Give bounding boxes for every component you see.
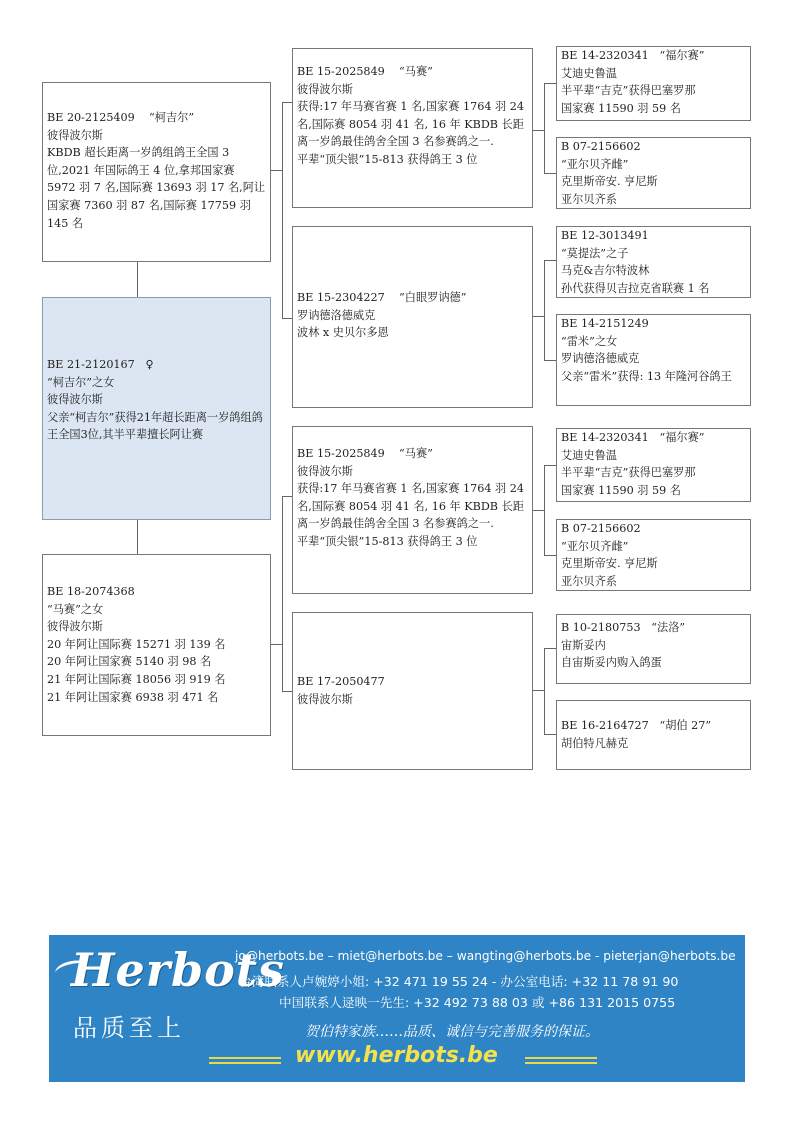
dam-line: 21 年阿让国家赛 6938 羽 471 名 bbox=[47, 690, 219, 704]
connector bbox=[282, 496, 292, 497]
connector bbox=[282, 102, 283, 318]
contact-china: 中国联系人逯映一先生: +32 492 73 88 03 或 +86 131 2015 0755 bbox=[279, 995, 676, 1010]
ggp-line: 半平辈“吉克”获得巴塞罗那 bbox=[561, 84, 696, 98]
ggp-card-1 bbox=[556, 46, 751, 121]
dam-card bbox=[42, 554, 271, 736]
ggp-line: 宙斯妥内 bbox=[561, 638, 606, 652]
connector bbox=[137, 262, 138, 297]
dam-line: 20 年阿让国际赛 15271 羽 139 名 bbox=[47, 637, 226, 651]
gp-ring-line: BE 15-2025849 “马赛” bbox=[297, 447, 433, 460]
connector bbox=[544, 648, 556, 649]
ggp-line: 父亲“雷米”获得: 13 年隆河谷鸽王 bbox=[561, 369, 732, 383]
connector bbox=[532, 130, 544, 131]
ggp-ring: BE 12-3013491 bbox=[561, 229, 649, 242]
grandsire-paternal-card bbox=[292, 48, 533, 208]
connector bbox=[544, 465, 545, 555]
dam-line: 21 年阿让国际赛 18056 羽 919 名 bbox=[47, 672, 226, 686]
contact-taiwan: 台湾联系人卢婉婷小姐: +32 471 19 55 24 - 办公室电话: +32 11 78 91 90 bbox=[239, 974, 679, 989]
ggp-line: 国家赛 11590 羽 59 名 bbox=[561, 101, 681, 115]
sire-ring-line: BE 20-2125409 “柯吉尔” bbox=[47, 111, 195, 124]
connector bbox=[270, 644, 282, 645]
connector bbox=[544, 260, 545, 360]
ggp-card-7 bbox=[556, 614, 751, 684]
subject-ring-line: BE 21-2120167 ♀ bbox=[47, 358, 154, 371]
gp-line: 罗讷德洛德威克 bbox=[297, 308, 376, 322]
ggp-ring: B 07-2156602 bbox=[561, 522, 641, 535]
gp-ring-line: BE 15-2025849 “马赛” bbox=[297, 65, 433, 78]
connector bbox=[282, 318, 292, 319]
website-link[interactable]: www.herbots.be bbox=[295, 1043, 498, 1068]
connector bbox=[544, 555, 556, 556]
dam-ring: BE 18-2074368 bbox=[47, 585, 135, 598]
ggp-line: 亚尔贝齐系 bbox=[561, 192, 617, 206]
ggp-ring-line: B 10-2180753 “法洛” bbox=[561, 621, 686, 634]
subject-line: 彼得波尔斯 bbox=[47, 393, 103, 407]
deco-line-left bbox=[209, 1057, 281, 1059]
ggp-line: “亚尔贝齐雌” bbox=[561, 157, 629, 171]
subject-line: “柯吉尔”之女 bbox=[47, 375, 115, 389]
connector bbox=[544, 465, 556, 466]
ggp-line: 自宙斯妥内购入鸽蛋 bbox=[561, 656, 662, 670]
granddam-paternal-card bbox=[292, 226, 533, 408]
ggp-line: 罗讷德洛德威克 bbox=[561, 352, 640, 366]
ggp-line: “莫提法”之子 bbox=[561, 246, 629, 260]
ggp-line: 艾迪史鲁温 bbox=[561, 66, 617, 80]
connector bbox=[544, 360, 556, 361]
dam-line: 20 年阿让国家赛 5140 羽 98 名 bbox=[47, 655, 212, 669]
ggp-line: 孙代获得贝吉拉克省联赛 1 名 bbox=[561, 281, 710, 295]
gp-line: 彼得波尔斯 bbox=[297, 82, 353, 96]
connector bbox=[544, 734, 556, 735]
gp-line: 彼得波尔斯 bbox=[297, 692, 353, 706]
ggp-card-2 bbox=[556, 137, 751, 209]
slogan: 品质至上 bbox=[73, 1014, 185, 1042]
connector bbox=[532, 510, 544, 511]
connector bbox=[532, 690, 544, 691]
deco-line-right bbox=[525, 1062, 597, 1064]
ggp-line: 克里斯帝安. 亨尼斯 bbox=[561, 175, 658, 189]
ggp-card-8 bbox=[556, 700, 751, 770]
dam-line: 彼得波尔斯 bbox=[47, 620, 103, 634]
ggp-ring-line: BE 16-2164727 “胡伯 27” bbox=[561, 719, 712, 732]
ggp-line: 艾迪史鲁温 bbox=[561, 448, 617, 462]
grandsire-maternal-card bbox=[292, 426, 533, 594]
connector bbox=[270, 170, 282, 171]
deco-line-left bbox=[209, 1062, 281, 1064]
connector bbox=[282, 496, 283, 691]
gp-line: 获得:17 年马赛省赛 1 名,国家赛 1764 羽 24 名,国际赛 8054 羽 41 名, 16 年 KBDB 长距离一岁鸽最佳鸽舍全国 3 名参赛鸽之一. bbox=[297, 100, 524, 149]
deco-line-right bbox=[525, 1057, 597, 1059]
sire-line: 彼得波尔斯 bbox=[47, 128, 103, 142]
ggp-line: 半平辈“吉克”获得巴塞罗那 bbox=[561, 466, 696, 480]
gp-line: 平辈“顶尖银”15-813 获得鸽王 3 位 bbox=[297, 152, 478, 166]
granddam-maternal-card bbox=[292, 612, 533, 770]
gp-line: 获得:17 年马赛省赛 1 名,国家赛 1764 羽 24 名,国际赛 8054 羽 41 名, 16 年 KBDB 长距离一岁鸽最佳鸽舍全国 3 名参赛鸽之一. bbox=[297, 482, 524, 531]
connector bbox=[282, 691, 292, 692]
ggp-ring: BE 14-2151249 bbox=[561, 317, 649, 330]
sire-card bbox=[42, 82, 271, 262]
connector bbox=[544, 83, 556, 84]
ggp-ring-line: BE 14-2320341 “福尔赛” bbox=[561, 431, 705, 444]
ggp-line: “亚尔贝齐雌” bbox=[561, 539, 629, 553]
ggp-line: “雷米”之女 bbox=[561, 334, 618, 348]
ggp-line: 马克&吉尔特波林 bbox=[561, 264, 650, 278]
tagline: 贺伯特家族……品质、诚信与完善服务的保证。 bbox=[305, 1024, 599, 1040]
connector bbox=[544, 173, 556, 174]
connector bbox=[532, 316, 544, 317]
herbots-logo: Herbots bbox=[71, 943, 285, 997]
ggp-line: 亚尔贝齐系 bbox=[561, 574, 617, 588]
ggp-card-3 bbox=[556, 226, 751, 298]
connector bbox=[282, 102, 292, 103]
connector bbox=[544, 260, 556, 261]
sire-line: KBDB 超长距离一岁鸽组鸽王全国 3 位,2021 年国际鸽王 4 位,拿邦国家赛 5972 羽 7 名,国际赛 13693 羽 17 名,阿让国家赛 7360 羽 87 名,国际赛 17759 羽 145 名 bbox=[47, 146, 266, 230]
connector bbox=[544, 83, 545, 173]
connector bbox=[137, 520, 138, 554]
ggp-ring-line: BE 14-2320341 “福尔赛” bbox=[561, 49, 705, 62]
contact-emails[interactable]: jo@herbots.be – miet@herbots.be – wangting@herbots.be - pieterjan@herbots.be bbox=[235, 949, 736, 963]
ggp-card-4 bbox=[556, 314, 751, 406]
ggp-ring: B 07-2156602 bbox=[561, 140, 641, 153]
gp-line: 平辈“顶尖银”15-813 获得鸽王 3 位 bbox=[297, 534, 478, 548]
ggp-card-5 bbox=[556, 428, 751, 502]
dam-line: “马赛”之女 bbox=[47, 602, 104, 616]
ggp-line: 国家赛 11590 羽 59 名 bbox=[561, 483, 681, 497]
ggp-line: 克里斯帝安. 亨尼斯 bbox=[561, 557, 658, 571]
subject-line: 父亲“柯吉尔”获得21年超长距离一岁鸽组鸽王全国3位,其半平辈擅长阿让赛 bbox=[47, 410, 263, 442]
footer-banner bbox=[49, 935, 745, 1082]
gp-line: 波林 x 史贝尔多恩 bbox=[297, 326, 389, 340]
subject-card bbox=[42, 297, 271, 520]
ggp-line: 胡伯特凡赫克 bbox=[561, 736, 629, 750]
connector bbox=[544, 648, 545, 734]
gp-line: 彼得波尔斯 bbox=[297, 464, 353, 478]
ggp-card-6 bbox=[556, 519, 751, 591]
gp-ring: BE 17-2050477 bbox=[297, 675, 385, 688]
gp-ring-line: BE 15-2304227 “白眼罗讷德” bbox=[297, 291, 467, 304]
